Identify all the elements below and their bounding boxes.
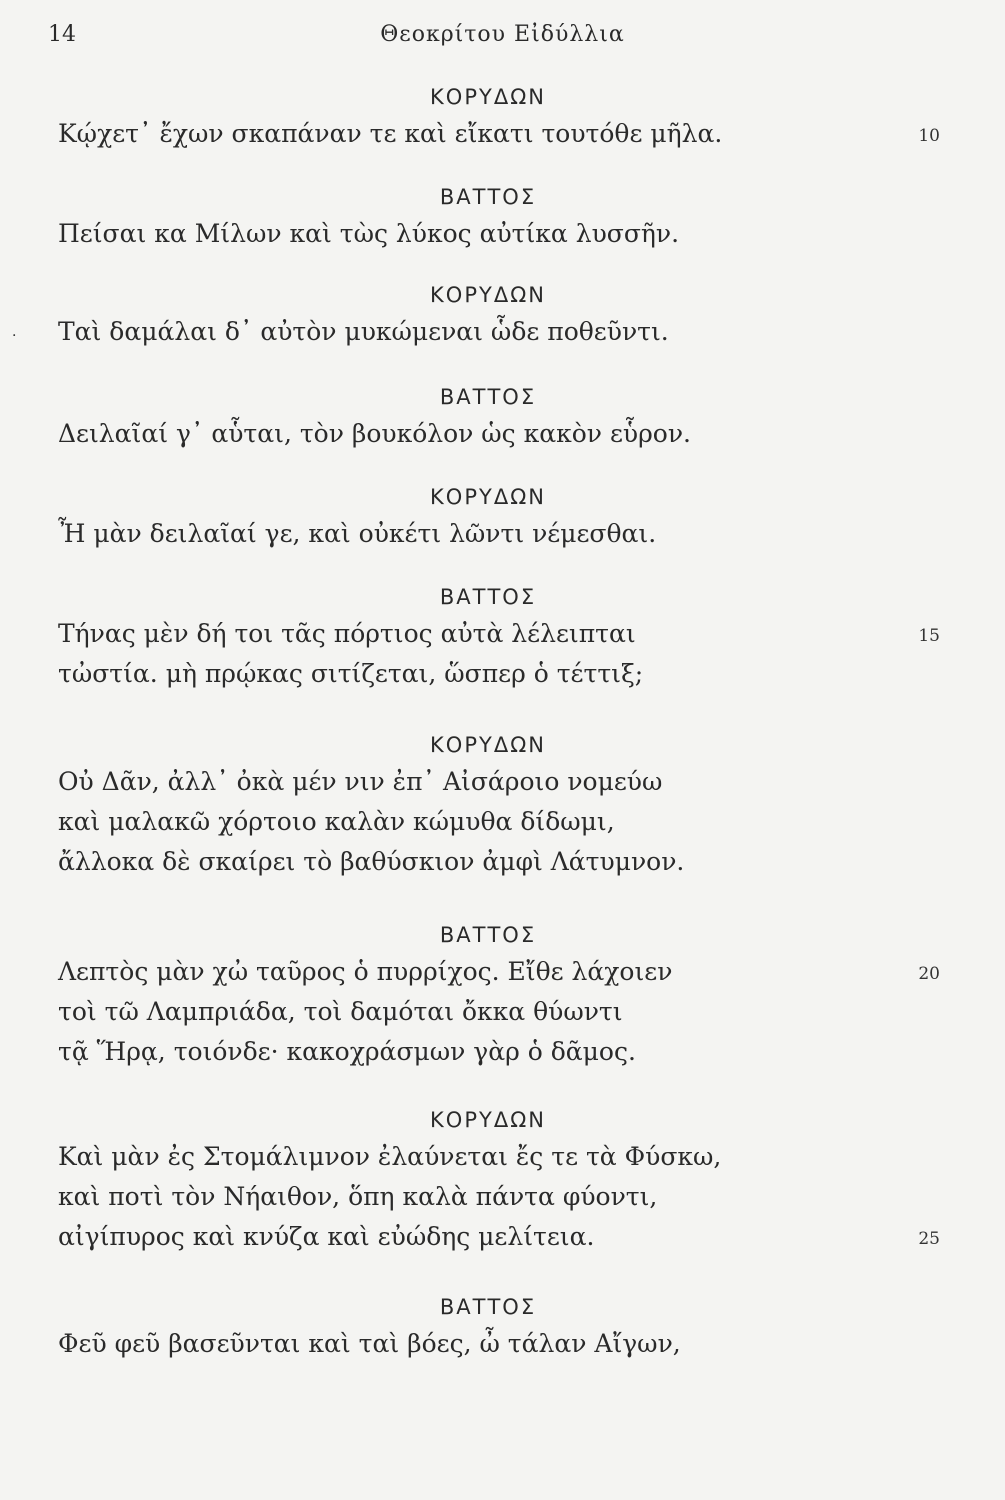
running-title: Θεοκρίτου Εἰδύλλια: [380, 22, 625, 47]
verse-line: [58, 1324, 918, 1364]
speaker-name: ΒΑΤΤΟΣ: [439, 1295, 537, 1319]
verse-text: καὶ ποτὶ τὸν Νήαιθον, ὅπη καλὰ πάντα φύοντι,: [58, 1182, 658, 1211]
page-header: [0, 22, 1005, 52]
verse-text: καὶ μαλακῶ χόρτοιο καλὰν κώμυθα δίδωμι,: [58, 807, 615, 836]
verse-line: [58, 312, 918, 352]
verse-text: Κῴχετ᾽ ἔχων σκαπάναν τε καὶ εἴκατι τουτόθε μῆλα.: [58, 119, 723, 148]
verse-text: Ἦ μὰν δειλαῖαί γε, καὶ οὐκέτι λῶντι νέμεσθαι.: [58, 519, 657, 548]
margin-mark: ·: [12, 328, 17, 344]
speaker-name: ΚΟΡΥΔΩΝ: [430, 733, 546, 757]
dialogue-turn: [58, 580, 940, 694]
line-number: 25: [918, 1229, 940, 1249]
verse-text: Καὶ μὰν ἐς Στομάλιμνον ἐλαύνεται ἔς τε τὰ Φύσκω,: [58, 1142, 722, 1171]
line-number: 15: [918, 626, 940, 646]
verse-text: τοὶ τῶ Λαμπριάδα, τοὶ δαμόται ὄκκα θύωντι: [58, 997, 623, 1026]
line-number: 10: [918, 126, 940, 146]
verse-line: [58, 1217, 940, 1257]
verse-text: Δειλαῖαί γ᾽ αὗται, τὸν βουκόλον ὡς κακὸν εὗρον.: [58, 419, 691, 448]
dialogue-turn: [58, 480, 918, 554]
verse-line: [58, 802, 918, 842]
verse-text: τὠστία. μὴ πρῴκας σιτίζεται, ὥσπερ ὁ τέττιξ;: [58, 659, 644, 688]
speaker-name: ΒΑΤΤΟΣ: [439, 585, 537, 609]
verse-line: [58, 952, 940, 992]
verse-text: Πείσαι κα Μίλων καὶ τὼς λύκος αὐτίκα λυσσῆν.: [58, 219, 680, 248]
speaker-name: ΚΟΡΥΔΩΝ: [430, 85, 546, 109]
verse-line: [58, 1032, 918, 1072]
dialogue-turn: [58, 80, 940, 154]
dialogue-turn: [58, 918, 940, 1072]
page-number: 14: [48, 22, 76, 47]
verse-text: Φεῦ φεῦ βασεῦνται καὶ ταὶ βόες, ὦ τάλαν Αἴγων,: [58, 1329, 681, 1358]
verse-line: [58, 414, 918, 454]
dialogue-turn: [58, 180, 918, 254]
verse-line: [58, 114, 940, 154]
dialogue-turn: [58, 278, 918, 352]
verse-text: Τήνας μὲν δή τοι τᾶς πόρτιος αὐτὰ λέλειπται: [58, 619, 636, 648]
dialogue-turn: [58, 1290, 918, 1364]
verse-line: [58, 842, 918, 882]
line-number: 20: [918, 964, 940, 984]
verse-text: Οὐ Δᾶν, ἀλλ᾽ ὀκὰ μέν νιν ἐπ᾽ Αἰσάροιο νομεύω: [58, 767, 663, 796]
dialogue-turn: [58, 1103, 940, 1257]
speaker-name: ΚΟΡΥΔΩΝ: [430, 283, 546, 307]
speaker-name: ΒΑΤΤΟΣ: [439, 185, 537, 209]
verse-line: [58, 1137, 918, 1177]
speaker-name: ΚΟΡΥΔΩΝ: [430, 1108, 546, 1132]
speaker-name: ΒΑΤΤΟΣ: [439, 923, 537, 947]
verse-line: [58, 514, 918, 554]
verse-text: Λεπτὸς μὰν χὠ ταῦρος ὁ πυρρίχος. Εἴθε λάχοιεν: [58, 957, 673, 986]
speaker-name: ΒΑΤΤΟΣ: [439, 385, 537, 409]
dialogue-turn: [58, 728, 918, 882]
verse-text: Ταὶ δαμάλαι δ᾽ αὐτὸν μυκώμεναι ὧδε ποθεῦντι.: [58, 317, 669, 346]
verse-line: [58, 992, 918, 1032]
verse-text: ἄλλοκα δὲ σκαίρει τὸ βαθύσκιον ἀμφὶ Λάτυμνον.: [58, 847, 685, 876]
speaker-name: ΚΟΡΥΔΩΝ: [430, 485, 546, 509]
verse-line: [58, 654, 918, 694]
verse-line: [58, 1177, 918, 1217]
verse-text: τᾷ Ἥρᾳ, τοιόνδε· κακοχράσμων γὰρ ὁ δᾶμος.: [58, 1037, 636, 1066]
dialogue-turn: [58, 380, 918, 454]
verse-line: [58, 762, 918, 802]
verse-line: [58, 214, 918, 254]
verse-line: [58, 614, 940, 654]
verse-text: αἰγίπυρος καὶ κνύζα καὶ εὐώδης μελίτεια.: [58, 1222, 595, 1251]
